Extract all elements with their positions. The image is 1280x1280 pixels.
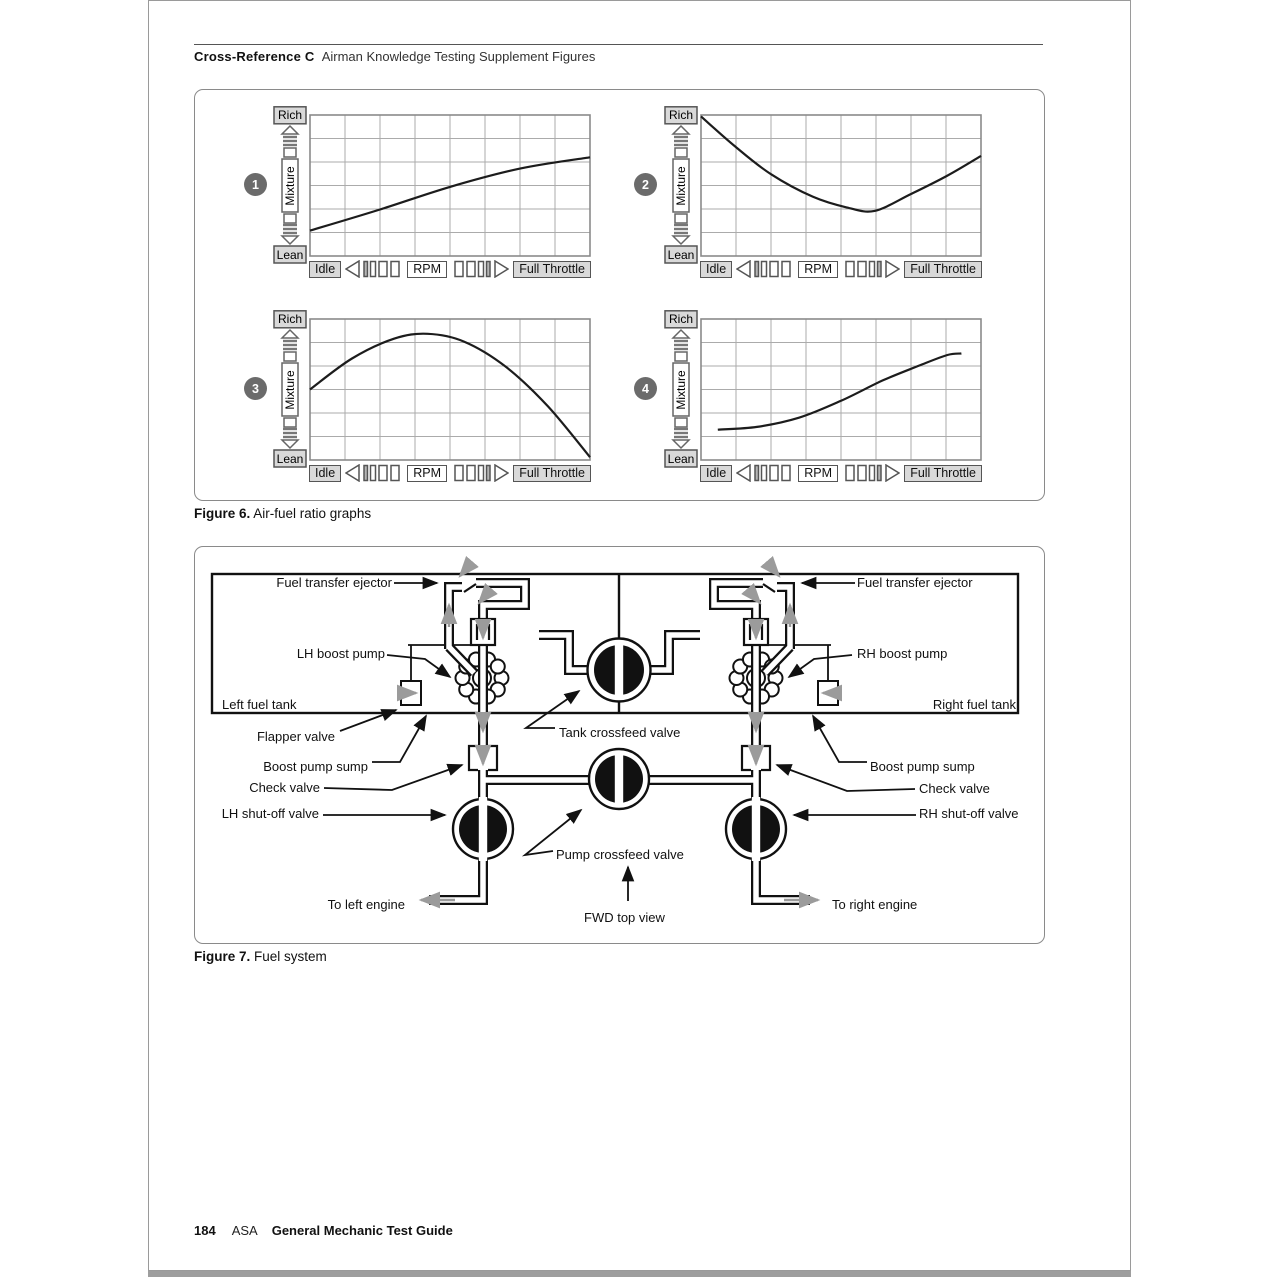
figure7-box bbox=[194, 546, 1045, 944]
rpm-axis bbox=[309, 259, 591, 279]
rich-label: Rich bbox=[668, 108, 694, 123]
figure6-caption-text: Air-fuel ratio graphs bbox=[250, 506, 372, 521]
tank-crossfeed-valve-symbol bbox=[588, 639, 651, 702]
throttle-tape-left-icon bbox=[345, 464, 403, 482]
boost-pump-sump-left-label: Boost pump sump bbox=[263, 759, 368, 774]
plot-area-3 bbox=[309, 318, 591, 461]
right-fuel-tank-label: Right fuel tank bbox=[932, 697, 1016, 712]
lean-label: Lean bbox=[667, 248, 695, 263]
lh-shut-off-valve-label: LH shut-off valve bbox=[221, 806, 319, 821]
header-subtitle-text: Airman Knowledge Testing Supplement Figures bbox=[321, 49, 596, 64]
rpm-axis bbox=[309, 463, 591, 483]
lean-label: Lean bbox=[276, 452, 304, 467]
mixture-axis bbox=[273, 106, 307, 264]
fwd-top-view-label: FWD top view bbox=[584, 910, 665, 925]
to-left-engine-label: To left engine bbox=[327, 897, 405, 912]
plot-area-2 bbox=[700, 114, 982, 257]
boost-pump-sump-right-label: Boost pump sump bbox=[870, 759, 975, 774]
figure7-caption bbox=[194, 949, 327, 964]
fuel-system-diagram bbox=[195, 547, 1044, 943]
rich-label: Rich bbox=[277, 312, 303, 327]
mixture-curve-4 bbox=[718, 354, 962, 430]
throttle-tape-left-icon bbox=[736, 260, 794, 278]
mixture-label: Mixture bbox=[674, 370, 689, 410]
full-throttle-label: Full Throttle bbox=[513, 465, 591, 482]
lean-label: Lean bbox=[667, 452, 695, 467]
rich-label: Rich bbox=[668, 312, 694, 327]
rpm-label: RPM bbox=[407, 261, 447, 278]
header-rule bbox=[194, 44, 1043, 45]
rh-shut-off-valve-label: RH shut-off valve bbox=[919, 806, 1019, 821]
rpm-axis bbox=[700, 259, 982, 279]
mixture-axis bbox=[664, 310, 698, 468]
throttle-tape-right-icon bbox=[451, 464, 509, 482]
mixture-axis bbox=[664, 106, 698, 264]
mixture-label: Mixture bbox=[283, 166, 298, 206]
page-number: 184 bbox=[194, 1223, 216, 1238]
page-header bbox=[194, 49, 595, 64]
page-footer bbox=[194, 1223, 453, 1238]
graph4-number-badge: 4 bbox=[634, 377, 657, 400]
rpm-label: RPM bbox=[798, 261, 838, 278]
figure6-box bbox=[194, 89, 1045, 501]
figure6-caption bbox=[194, 506, 371, 521]
check-valve-left-label: Check valve bbox=[249, 780, 320, 795]
lean-label: Lean bbox=[276, 248, 304, 263]
rpm-axis bbox=[700, 463, 982, 483]
book-title: General Mechanic Test Guide bbox=[271, 1223, 453, 1238]
figure6-caption-number: Figure 6. bbox=[194, 506, 251, 521]
graph1-number-badge: 1 bbox=[244, 173, 267, 196]
figure7-caption-text: Fuel system bbox=[250, 949, 327, 964]
rich-label: Rich bbox=[277, 108, 303, 123]
rh-shut-off-valve-symbol bbox=[726, 797, 786, 861]
lh-shut-off-valve-symbol bbox=[453, 797, 513, 861]
throttle-tape-left-icon bbox=[345, 260, 403, 278]
pump-crossfeed-valve-label: Pump crossfeed valve bbox=[556, 847, 684, 862]
header-title: Cross-Reference C bbox=[194, 49, 315, 64]
full-throttle-label: Full Throttle bbox=[904, 261, 982, 278]
throttle-tape-right-icon bbox=[842, 464, 900, 482]
tank-crossfeed-valve-label: Tank crossfeed valve bbox=[559, 725, 681, 740]
throttle-tape-left-icon bbox=[736, 464, 794, 482]
full-throttle-label: Full Throttle bbox=[904, 465, 982, 482]
rpm-label: RPM bbox=[407, 465, 447, 482]
full-throttle-label: Full Throttle bbox=[513, 261, 591, 278]
throttle-tape-right-icon bbox=[451, 260, 509, 278]
mixture-axis bbox=[273, 310, 307, 468]
plot-area-4 bbox=[700, 318, 982, 461]
fuel-transfer-ejector-left-label: Fuel transfer ejector bbox=[276, 575, 392, 590]
pump-crossfeed-valve-symbol bbox=[589, 749, 649, 809]
idle-label: Idle bbox=[309, 261, 341, 278]
graph3-number-badge: 3 bbox=[244, 377, 267, 400]
rpm-label: RPM bbox=[798, 465, 838, 482]
plot-area-1 bbox=[309, 114, 591, 257]
idle-label: Idle bbox=[700, 465, 732, 482]
mixture-label: Mixture bbox=[674, 166, 689, 206]
lh-boost-pump-label: LH boost pump bbox=[296, 646, 385, 661]
idle-label: Idle bbox=[309, 465, 341, 482]
rh-boost-pump-label: RH boost pump bbox=[857, 646, 948, 661]
publisher: ASA bbox=[231, 1223, 258, 1238]
book-page bbox=[148, 0, 1131, 1271]
check-valve-right-label: Check valve bbox=[919, 781, 990, 796]
fuel-transfer-ejector-right-label: Fuel transfer ejector bbox=[857, 575, 973, 590]
throttle-tape-right-icon bbox=[842, 260, 900, 278]
to-right-engine-label: To right engine bbox=[832, 897, 918, 912]
figure7-caption-number: Figure 7. bbox=[194, 949, 251, 964]
idle-label: Idle bbox=[700, 261, 732, 278]
left-fuel-tank-label: Left fuel tank bbox=[222, 697, 297, 712]
flapper-valve-label: Flapper valve bbox=[256, 729, 335, 744]
mixture-label: Mixture bbox=[283, 370, 298, 410]
graph2-number-badge: 2 bbox=[634, 173, 657, 196]
